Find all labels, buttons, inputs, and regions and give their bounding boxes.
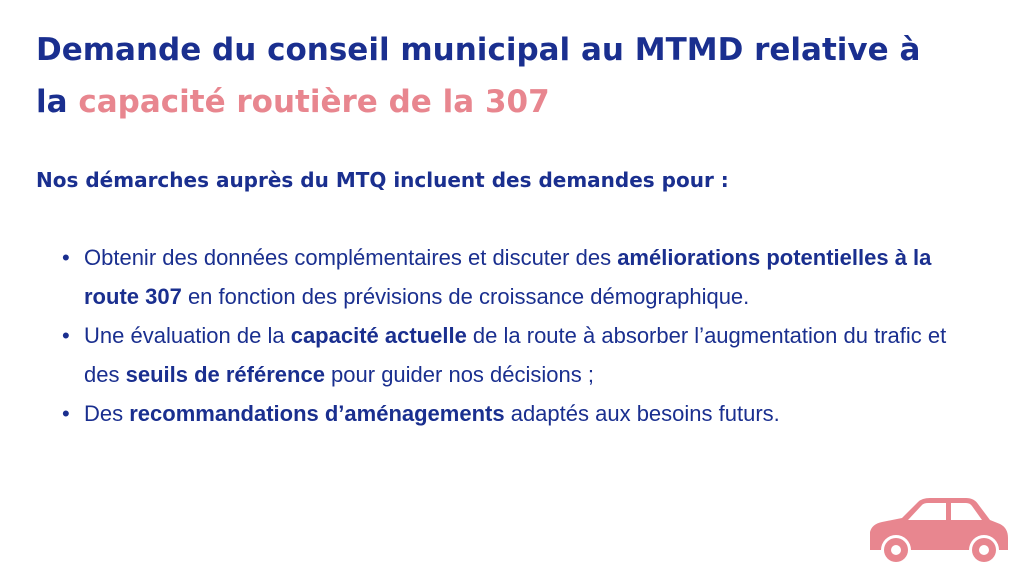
bullet-text: pour guider nos décisions ; [324, 362, 594, 387]
bullet-item-3 [62, 394, 982, 433]
car-icon [862, 492, 1012, 572]
bullet-marker: • [62, 401, 70, 426]
bullet-item-2 [62, 316, 982, 394]
bullet-text: en fonction des prévisions de croissance démographique. [181, 284, 750, 309]
bullet-text: Obtenir des données complémentaires et discuter des [84, 245, 618, 270]
bullet-marker: • [62, 323, 70, 348]
slide-title [36, 24, 996, 128]
bullet-bold-text: capacité actuelle [290, 323, 467, 348]
title-part-1: Demande du conseil municipal au MTMD relative à [36, 32, 921, 68]
title-part-2: la [36, 84, 68, 120]
bullet-item-1 [62, 238, 982, 316]
section-subtitle: Nos démarches auprès du MTQ incluent des demandes pour : [36, 168, 729, 192]
title-highlight: capacité routière de la 307 [78, 84, 550, 120]
bullet-text: Une évaluation de la [84, 323, 291, 348]
bullet-bold-text: améliorations potentielles à la route 307 [84, 245, 932, 309]
bullet-marker: • [62, 245, 70, 270]
bullet-text: adaptés aux besoins futurs. [504, 401, 780, 426]
bullet-bold-text: seuils de référence [125, 362, 325, 387]
bullet-bold-text: recommandations d’aménagements [129, 401, 505, 426]
bullet-list [62, 238, 982, 433]
bullet-text: de la route à absorber l’augmentation du trafic et des [84, 323, 947, 387]
bullet-text: Des [84, 401, 130, 426]
